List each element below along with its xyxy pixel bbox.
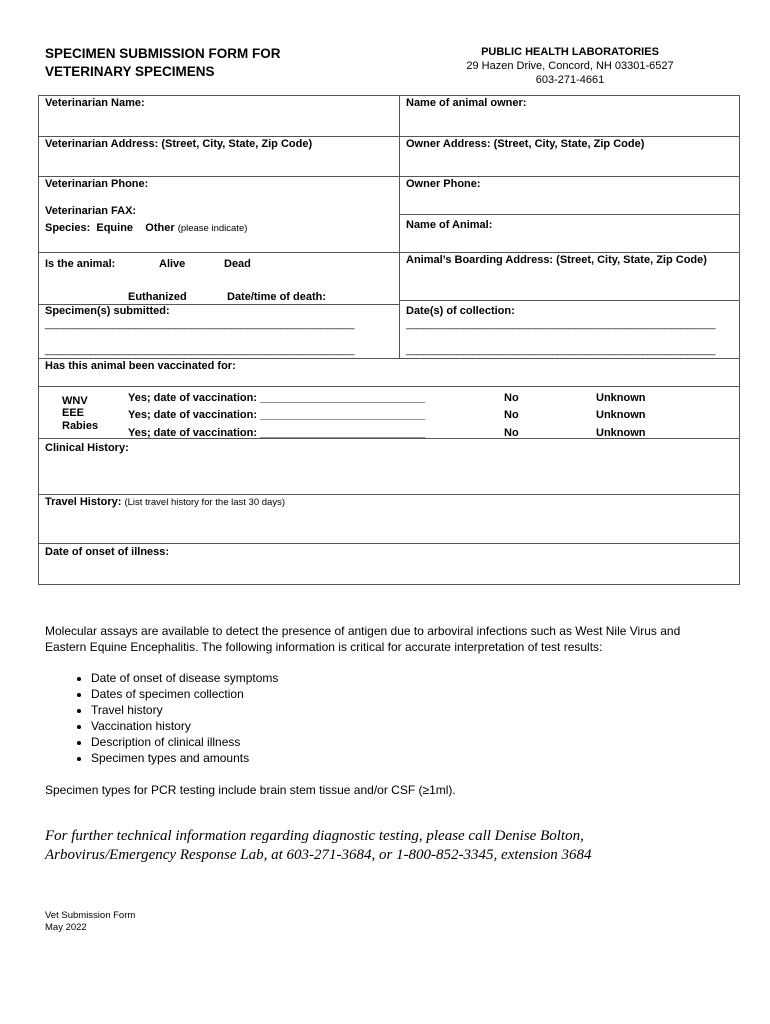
- vaccine-yes-label: Yes; date of vaccination: ___________________________: [128, 392, 426, 404]
- vaccine-unknown-label: Unknown: [596, 427, 646, 439]
- contact-info: [45, 827, 591, 865]
- form-title: [45, 45, 281, 81]
- vaccine-unknown-eee[interactable]: [596, 409, 646, 421]
- pcr-note: Specimen types for PCR testing include brain stem tissue and/or CSF (≥1ml).: [45, 783, 456, 797]
- specimens-line-1[interactable]: _______________________________________________________: [45, 318, 354, 330]
- owner-address-label: Owner Address: (Street, City, State, Zip Code): [406, 138, 645, 150]
- species-other-label: Other: [145, 222, 175, 234]
- divider: [38, 176, 740, 177]
- vaccine-no-eee[interactable]: [504, 409, 519, 421]
- lab-address: 29 Hazen Drive, Concord, NH 03301-6527: [466, 60, 674, 72]
- owner-phone-label: Owner Phone:: [406, 178, 481, 190]
- vaccine-no-label: No: [504, 409, 519, 421]
- vaccine-name-wnv: WNV: [62, 395, 88, 407]
- divider: [38, 386, 740, 387]
- vaccine-yes-wnv[interactable]: [128, 392, 425, 404]
- info-line-2: Eastern Equine Encephalitis. The following information is critical for accurate interpretation of test results:: [45, 640, 603, 654]
- boarding-address-label: Animal’s Boarding Address: (Street, City, State, Zip Code): [406, 254, 707, 266]
- animal-name-label: Name of Animal:: [406, 219, 493, 231]
- owner-name-label: Name of animal owner:: [406, 97, 527, 109]
- vaccine-unknown-label: Unknown: [596, 409, 646, 421]
- list-item: • Travel history: [91, 702, 278, 718]
- alive-option[interactable]: [159, 258, 185, 270]
- dead-option[interactable]: [224, 258, 251, 270]
- submission-form-box: [38, 95, 740, 585]
- footer-form-name: Vet Submission Form: [45, 910, 136, 921]
- travel-history-row: [45, 496, 285, 508]
- vet-fax-label: Veterinarian FAX:: [45, 205, 137, 217]
- species-other-note: (please indicate): [177, 223, 248, 234]
- vaccine-name-rabies: Rabies: [62, 420, 99, 432]
- vaccine-no-label: No: [504, 427, 519, 439]
- column-divider: [399, 95, 400, 358]
- vaccinated-question: Has this animal been vaccinated for:: [45, 360, 236, 372]
- list-item: • Date of onset of disease symptoms: [91, 670, 278, 686]
- list-item: • Specimen types and amounts: [91, 750, 278, 766]
- info-paragraph: [45, 623, 680, 655]
- footer: [45, 910, 135, 934]
- vaccine-no-label: No: [504, 392, 519, 404]
- divider: [38, 358, 740, 359]
- divider: [38, 543, 740, 544]
- form-title-line2: VETERINARY SPECIMENS: [45, 64, 215, 79]
- info-bullet-list: [45, 670, 278, 766]
- divider: [399, 300, 740, 301]
- divider: [38, 494, 740, 495]
- vaccine-unknown-label: Unknown: [596, 392, 646, 404]
- footer-date: May 2022: [45, 922, 87, 933]
- vet-phone-label: Veterinarian Phone:: [45, 178, 149, 190]
- collection-line-2[interactable]: _______________________________________________________: [406, 344, 715, 356]
- vaccine-unknown-rabies[interactable]: [596, 427, 646, 439]
- onset-date-label: Date of onset of illness:: [45, 546, 170, 558]
- specimens-label: Specimen(s) submitted:: [45, 305, 170, 317]
- info-line-1: Molecular assays are available to detect the presence of antigen due to arboviral infections such as West Nile Virus and: [45, 624, 681, 638]
- dead-label: Dead: [224, 258, 251, 270]
- travel-history-note: (List travel history for the last 30 days): [124, 497, 285, 508]
- lab-phone: 603-271-4661: [535, 74, 605, 86]
- divider: [38, 252, 740, 253]
- form-title-line1: SPECIMEN SUBMISSION FORM FOR: [45, 46, 281, 61]
- list-item: • Dates of specimen collection: [91, 686, 278, 702]
- list-item: • Description of clinical illness: [91, 734, 278, 750]
- species-equine-label: Equine: [96, 222, 134, 234]
- collection-dates-label: Date(s) of collection:: [406, 305, 515, 317]
- alive-label: Alive: [159, 258, 186, 270]
- vaccine-yes-eee[interactable]: [128, 409, 425, 421]
- vaccine-yes-label: Yes; date of vaccination: ___________________________: [128, 427, 426, 439]
- clinical-history-label: Clinical History:: [45, 442, 129, 454]
- contact-line-1: For further technical information regarding diagnostic testing, please call Denise Bolton,: [45, 828, 584, 844]
- vaccine-name-eee: EEE: [62, 407, 85, 419]
- divider: [38, 136, 740, 137]
- species-row: [45, 222, 247, 234]
- vaccine-no-wnv[interactable]: [504, 392, 519, 404]
- vaccine-yes-label: Yes; date of vaccination: ___________________________: [128, 409, 426, 421]
- vet-name-label: Veterinarian Name:: [45, 97, 145, 109]
- specimens-line-2[interactable]: _______________________________________________________: [45, 344, 354, 356]
- lab-name: PUBLIC HEALTH LABORATORIES: [481, 46, 659, 58]
- euthanized-option[interactable]: [128, 291, 187, 303]
- list-item: • Vaccination history: [91, 718, 278, 734]
- euthanized-label: Euthanized: [128, 291, 187, 303]
- species-label: Species:: [45, 222, 91, 234]
- is-animal-label: Is the animal:: [45, 258, 116, 270]
- collection-line-1[interactable]: _______________________________________________________: [406, 318, 715, 330]
- travel-history-label: Travel History:: [45, 496, 122, 508]
- contact-line-2: Arbovirus/Emergency Response Lab, at 603-271-3684, or 1-800-852-3345, extension 3684: [45, 847, 592, 863]
- date-death-label: Date/time of death:: [227, 291, 327, 303]
- vet-address-label: Veterinarian Address: (Street, City, State, Zip Code): [45, 138, 313, 150]
- vaccine-yes-rabies[interactable]: [128, 427, 425, 439]
- divider: [399, 214, 740, 215]
- vaccine-no-rabies[interactable]: [504, 427, 519, 439]
- vaccine-unknown-wnv[interactable]: [596, 392, 646, 404]
